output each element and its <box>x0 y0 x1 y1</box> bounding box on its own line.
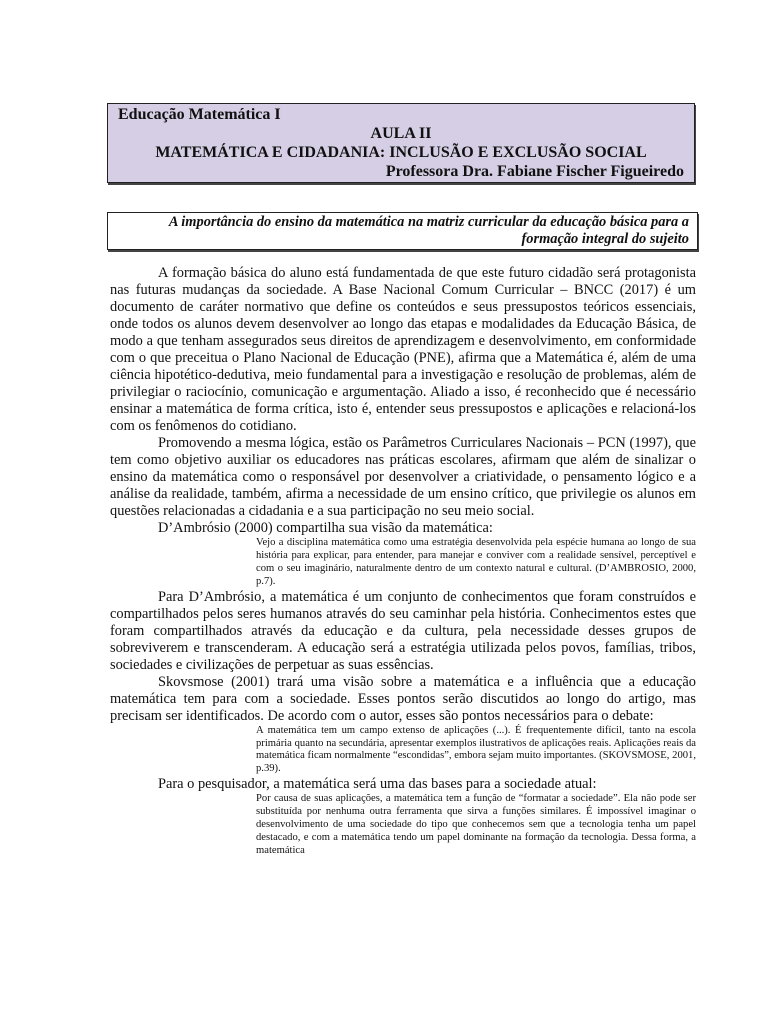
lesson-number: AULA II <box>370 125 432 142</box>
paragraph-pcn: Promovendo a mesma lógica, estão os Parâmetros Curriculares Nacionais – PCN (1997), que tem como objetivo auxiliar os educadores nas práticas escolares, afirmam que além de sinalizar o ensino da matemática como o responsável por desenvolver a criatividade, o pensamento lógico e a análise da realidade, também, afirma a necessidade de um ensino crítico, que privilegie os alunos em questões relacionadas a cidadania e a sua participação no seu meio social. <box>110 435 696 519</box>
paragraph-bncc: A formação básica do aluno está fundamentada de que este futuro cidadão será protagonista nas futuras mudanças da sociedade. A Base Nacional Comum Curricular – BNCC (2017) é um documento de caráter normativo que define os conteúdos e seus pressupostos teóricos essenciais, onde todos os alunos devem desenvolver ao longo das etapas e modalidades da Educação Básica, de modo a que tenham assegurados seus direitos de aprendizagem e desenvolvimento, em conformidade com o que preceitua o Plano Nacional de Educação (PNE), afirma que a Matemática é, além de uma ciência hipotético-dedutiva, meio fundamental para a investigação e resolução de problemas, além de privilegiar o raciocínio, comunicação e argumentação. Aliado a isso, é reconhecido que é necessário ensinar a matemática de forma crítica, isto é, entender seus pressupostos e aplicações e relacioná-los com os fenômenos do cotidiano. <box>110 265 696 434</box>
document-body <box>110 265 696 858</box>
topic-heading-line-2: formação integral do sujeito <box>521 231 689 247</box>
course-name: Educação Matemática I <box>118 106 281 123</box>
professor-name: Professora Dra. Fabiane Fischer Figueiredo <box>385 163 684 180</box>
paragraph-researcher: Para o pesquisador, a matemática será uma das bases para a sociedade atual: <box>158 776 597 793</box>
block-quote-skovsmose-1: A matemática tem um campo extenso de aplicações (...). É frequentemente difícil, tanto na escola primária quanto na secundária, apresentar exemplos ilustrativos de aplicações reais. Aplicações reais da matemática ficam normalmente “escondidas”, embora sejam muito importantes. (SKOVSMOSE, 2001, p.39). <box>256 724 696 775</box>
lesson-header-box <box>107 103 695 183</box>
topic-heading-box <box>107 212 698 250</box>
block-quote-skovsmose-2: Por causa de suas aplicações, a matemática tem a função de “formatar a sociedade”. Ela não pode ser substituída por nenhuma outra ferramenta que sirva a funções similares. É impossível imaginar o desenvolvimento de uma sociedade do tipo que conhecemos sem que a tecnologia tenha um papel destacado, e com a matemática tendo um papel dominante na formação da tecnologia. Dessa forma, a matemática <box>256 793 696 856</box>
paragraph-skovsmose: Skovsmose (2001) trará uma visão sobre a matemática e a influência que a educação matemática tem para com a sociedade. Esses pontos serão discutidos ao longo do artigo, mas precisam ser identificados. De acordo com o autor, esses são pontos necessários para o debate: <box>110 673 696 724</box>
paragraph-dambrosio-intro: D’Ambrósio (2000) compartilha sua visão da matemática: <box>158 520 493 536</box>
topic-heading-line-1: A importância do ensino da matemática na matriz curricular da educação básica para a <box>168 214 689 230</box>
block-quote-dambrosio: Vejo a disciplina matemática como uma estratégia desenvolvida pela espécie humana ao longo de sua história para explicar, para entender, para manejar e conviver com a realidade sensível, perceptível e com o seu imaginário, naturalmente dentro de um contexto natural e cultural. (D’AMBROSIO, 2000, p.7). <box>256 537 696 587</box>
lesson-title: MATEMÁTICA E CIDADANIA: INCLUSÃO E EXCLUSÃO SOCIAL <box>155 144 647 161</box>
paragraph-dambrosio-view: Para D’Ambrósio, a matemática é um conjunto de conhecimentos que foram construídos e compartilhados pelos seres humanos através do seu caminhar pela história. Conhecimentos estes que foram compartilhados através da educação e da cultura, pela necessidade desses grupos de sobreviverem e transcenderam. A educação será a estratégia utilizada pelos povos, famílias, tribos, sociedades e civilizações de perpetuar as suas essências. <box>110 588 696 673</box>
